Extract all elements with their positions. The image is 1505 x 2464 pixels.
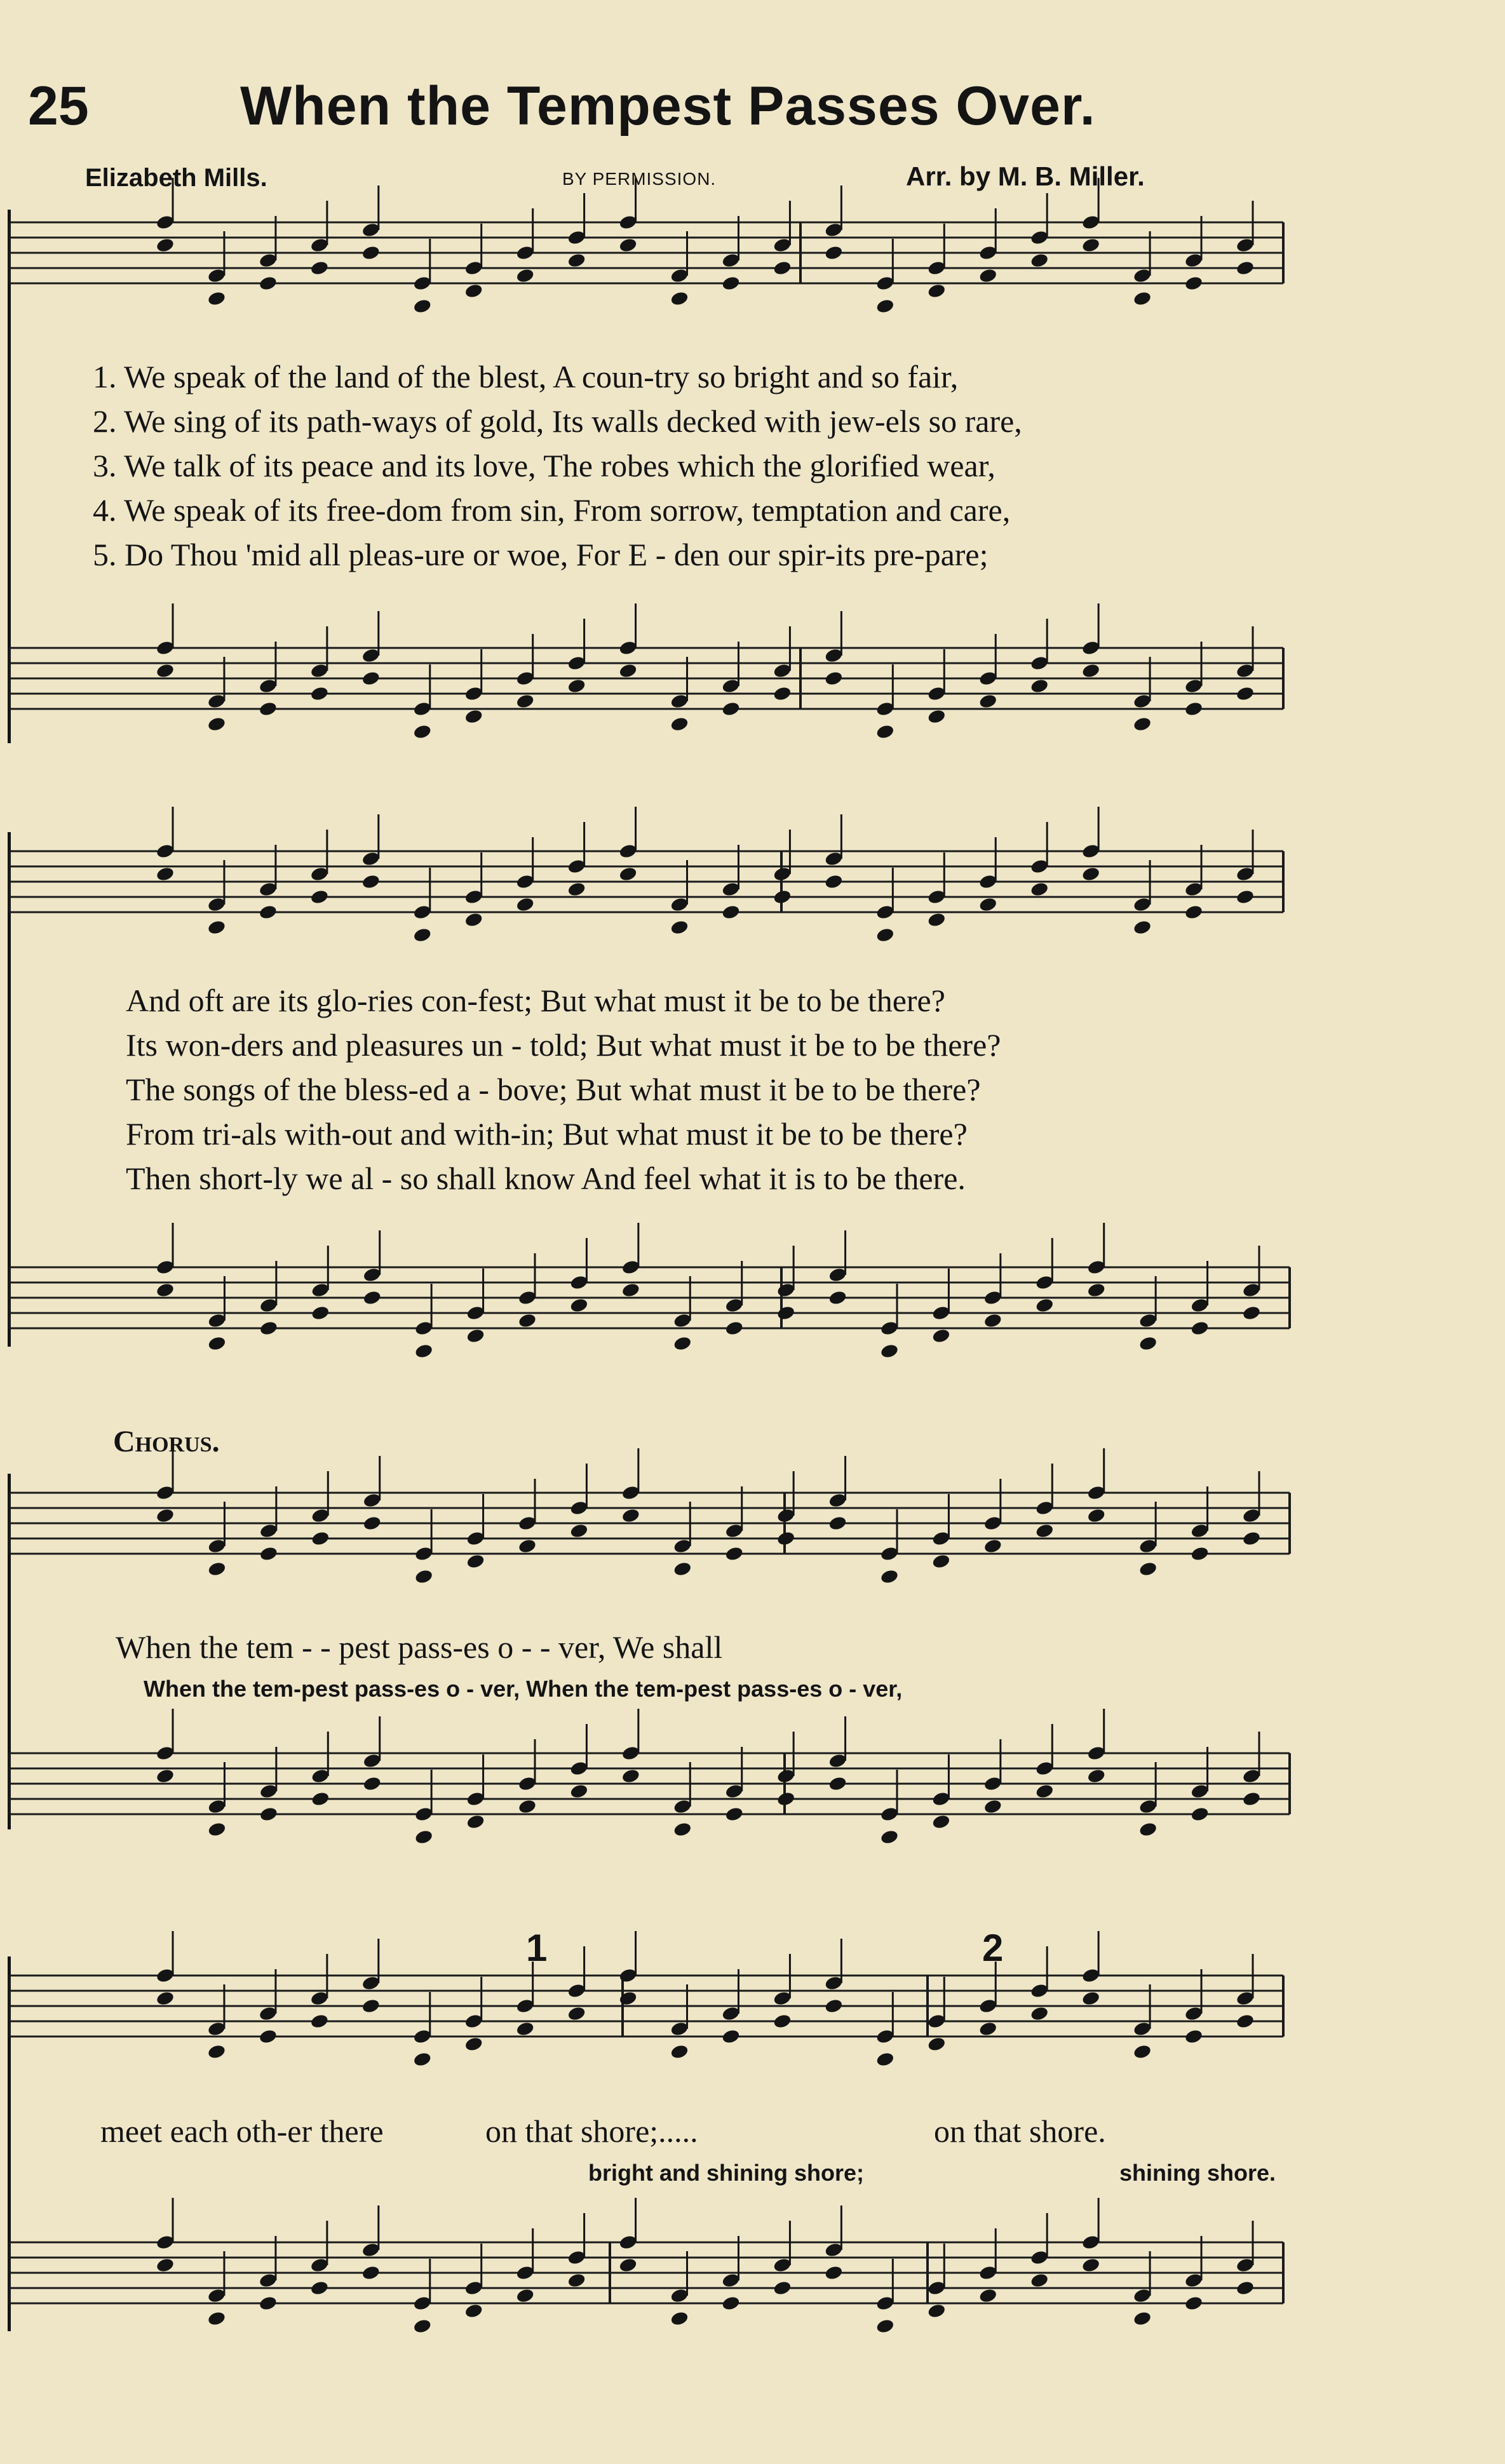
notehead	[618, 866, 638, 882]
chorus-label: Chorus.	[113, 1425, 220, 1458]
notehead	[824, 873, 844, 890]
notehead	[310, 2280, 330, 2296]
notehead	[1236, 889, 1255, 905]
notehead	[1138, 1335, 1158, 1352]
arranger-credit: Arr. by M. B. Miller.	[906, 161, 1145, 191]
notehead	[828, 1289, 847, 1306]
notehead	[259, 1545, 279, 1562]
notehead	[1081, 237, 1101, 253]
notehead	[1138, 1561, 1158, 1577]
chorus-line-1: When the tem - - pest pass-es o - - ver, We shall	[116, 1629, 723, 1665]
notehead	[362, 1775, 382, 1792]
notehead	[518, 1798, 537, 1815]
notehead	[621, 1282, 641, 1298]
notehead	[1030, 252, 1049, 269]
notehead	[1133, 290, 1152, 307]
notehead	[1133, 2043, 1152, 2060]
notehead	[824, 1998, 844, 2014]
chorus-line-2a: meet each oth-er there	[100, 2113, 384, 2149]
notehead	[618, 1990, 638, 2007]
notehead	[1086, 1507, 1106, 1524]
notehead	[412, 298, 432, 314]
notehead	[310, 889, 330, 905]
notehead	[875, 2051, 895, 2068]
verse-1-line-1: 1. We speak of the land of the blest, A coun-try so bright and so fair,	[93, 359, 959, 394]
notehead	[567, 2272, 586, 2289]
notehead	[621, 1768, 641, 1784]
notehead	[1030, 2005, 1049, 2022]
notehead	[931, 1328, 951, 1344]
notehead	[1236, 685, 1255, 702]
notehead	[466, 1328, 485, 1344]
notehead	[362, 1515, 382, 1532]
notehead	[414, 1829, 434, 1845]
music-staff-bass-3	[0, 1740, 1505, 1829]
notehead	[207, 290, 227, 307]
notehead	[1242, 1305, 1262, 1321]
music-staff-treble-1	[0, 210, 1505, 299]
notehead	[156, 1768, 175, 1784]
notehead	[670, 2310, 689, 2327]
notehead	[466, 1814, 485, 1830]
music-staff-bass-4	[0, 2230, 1505, 2319]
notehead	[1081, 663, 1101, 679]
notehead	[156, 1990, 175, 2007]
notehead	[773, 685, 792, 702]
notehead	[259, 904, 278, 920]
notehead	[207, 919, 227, 936]
notehead	[773, 2280, 792, 2296]
notehead	[880, 1829, 900, 1845]
notehead	[567, 881, 586, 898]
notehead	[983, 1538, 1003, 1554]
notehead	[515, 693, 535, 710]
notehead	[1133, 2310, 1152, 2327]
notehead	[310, 2013, 330, 2030]
notehead	[1133, 716, 1152, 732]
notehead	[880, 1568, 900, 1585]
notehead	[983, 1312, 1003, 1329]
notehead	[724, 1545, 744, 1562]
notehead	[414, 1568, 434, 1585]
notehead	[259, 275, 278, 292]
notehead	[1184, 2028, 1204, 2045]
verse-2-line-2: Its won-ders and pleasures un - told; But what must it be to be there?	[126, 1027, 1001, 1063]
notehead	[361, 873, 381, 890]
notehead	[1081, 1990, 1101, 2007]
notehead	[1086, 1282, 1106, 1298]
notehead	[724, 1806, 744, 1822]
hymn-title: When the Tempest Passes Over.	[240, 76, 1096, 137]
notehead	[673, 1821, 692, 1838]
verse-5-line-2: Then short-ly we al - so shall know And feel what it is to be there.	[126, 1161, 966, 1196]
second-ending-number: 2	[982, 1927, 1004, 1969]
notehead	[1138, 1821, 1158, 1838]
notehead	[776, 1530, 796, 1547]
notehead	[1190, 1545, 1210, 1562]
notehead	[361, 245, 381, 261]
notehead	[515, 896, 535, 913]
notehead	[618, 2257, 638, 2273]
notehead	[927, 2036, 947, 2052]
notehead	[1190, 1806, 1210, 1822]
notehead	[412, 2051, 432, 2068]
notehead	[567, 2005, 586, 2022]
notehead	[569, 1523, 589, 1539]
notehead	[978, 2021, 998, 2037]
notehead	[1242, 1791, 1262, 1807]
notehead	[1030, 678, 1049, 694]
notehead	[259, 701, 278, 717]
notehead	[1086, 1768, 1106, 1784]
notehead	[361, 2265, 381, 2281]
notehead	[824, 2265, 844, 2281]
first-ending-number: 1	[526, 1927, 548, 1969]
notehead	[978, 2287, 998, 2304]
notehead	[824, 670, 844, 687]
notehead	[361, 1998, 381, 2014]
notehead	[618, 237, 638, 253]
notehead	[156, 2257, 175, 2273]
notehead	[311, 1305, 330, 1321]
notehead	[1236, 260, 1255, 276]
notehead	[880, 1343, 900, 1359]
notehead	[1133, 919, 1152, 936]
notehead	[1184, 904, 1204, 920]
notehead	[569, 1783, 589, 1800]
notehead	[466, 1553, 485, 1570]
notehead	[1035, 1783, 1055, 1800]
notehead	[983, 1798, 1003, 1815]
notehead	[310, 685, 330, 702]
notehead	[207, 2310, 227, 2327]
notehead	[773, 889, 792, 905]
notehead	[1035, 1523, 1055, 1539]
notehead	[1184, 275, 1204, 292]
notehead	[515, 267, 535, 284]
notehead	[1081, 2257, 1101, 2273]
notehead	[1190, 1320, 1210, 1336]
notehead	[412, 724, 432, 740]
notehead	[875, 927, 895, 943]
notehead	[670, 290, 689, 307]
notehead	[1236, 2280, 1255, 2296]
verse-2-line-1: 2. We sing of its path-ways of gold, Its walls decked with jew-els so rare,	[93, 403, 1022, 439]
notehead	[673, 1561, 692, 1577]
verse-4-line-1: 4. We speak of its free-dom from sin, From sorrow, temptation and care,	[93, 492, 1011, 528]
music-staff-bass-1	[0, 635, 1505, 724]
notehead	[721, 2295, 741, 2312]
chorus-echo-2a: bright and shining shore;	[588, 2160, 864, 2186]
notehead	[875, 2318, 895, 2334]
notehead	[776, 1791, 796, 1807]
notehead	[773, 2013, 792, 2030]
notehead	[362, 1289, 382, 1306]
hymn-number: 25	[28, 76, 89, 137]
chorus-echo-2b: shining shore.	[1119, 2160, 1276, 2186]
verse-3-line-2: The songs of the bless-ed a - bove; But what must it be to be there?	[126, 1072, 981, 1107]
notehead	[414, 1343, 434, 1359]
notehead	[207, 2043, 227, 2060]
notehead	[931, 1553, 951, 1570]
notehead	[721, 701, 741, 717]
notehead	[721, 2028, 741, 2045]
notehead	[567, 252, 586, 269]
verse-3-line-1: 3. We talk of its peace and its love, The robes which the glorified wear,	[93, 448, 995, 483]
notehead	[412, 927, 432, 943]
verse-5-line-1: 5. Do Thou 'mid all pleas-ure or woe, For E - den our spir-its pre-pare;	[93, 537, 989, 572]
notehead	[464, 912, 483, 928]
notehead	[259, 1806, 279, 1822]
notehead	[721, 275, 741, 292]
notehead	[875, 724, 895, 740]
verse-1-line-2: And oft are its glo-ries con-fest; But what must it be to be there?	[126, 983, 945, 1018]
notehead	[361, 670, 381, 687]
notehead	[156, 1282, 175, 1298]
notehead	[464, 2036, 483, 2052]
notehead	[931, 1814, 951, 1830]
notehead	[259, 1320, 279, 1336]
music-staff-treble-2	[0, 838, 1505, 927]
notehead	[518, 1538, 537, 1554]
notehead	[978, 267, 998, 284]
notehead	[875, 298, 895, 314]
notehead	[927, 2303, 947, 2319]
notehead	[259, 2295, 278, 2312]
notehead	[156, 1507, 175, 1524]
notehead	[156, 866, 175, 882]
notehead	[569, 1297, 589, 1314]
notehead	[1030, 881, 1049, 898]
notehead	[207, 1335, 227, 1352]
notehead	[670, 919, 689, 936]
notehead	[1035, 1297, 1055, 1314]
notehead	[207, 716, 227, 732]
notehead	[207, 1561, 227, 1577]
chorus-echo-1: When the tem-pest pass-es o - ver, When the tem-pest pass-es o - ver,	[144, 1676, 903, 1702]
music-staff-treble-3	[0, 1480, 1505, 1569]
notehead	[515, 2021, 535, 2037]
notehead	[1030, 2272, 1049, 2289]
notehead	[721, 904, 741, 920]
notehead	[310, 260, 330, 276]
notehead	[621, 1507, 641, 1524]
notehead	[207, 1821, 227, 1838]
notehead	[776, 1305, 796, 1321]
notehead	[1081, 866, 1101, 882]
notehead	[567, 678, 586, 694]
notehead	[828, 1775, 847, 1792]
notehead	[515, 2287, 535, 2304]
chorus-line-2c: on that shore.	[934, 2113, 1106, 2149]
notehead	[311, 1530, 330, 1547]
notehead	[618, 663, 638, 679]
notehead	[518, 1312, 537, 1329]
notehead	[670, 2043, 689, 2060]
notehead	[670, 716, 689, 732]
notehead	[464, 2303, 483, 2319]
notehead	[828, 1515, 847, 1532]
notehead	[156, 663, 175, 679]
author-credit: Elizabeth Mills.	[85, 164, 267, 192]
chorus-line-2b: on that shore;.....	[485, 2113, 698, 2149]
verse-4-line-2: From tri-als with-out and with-in; But what must it be to be there?	[126, 1116, 968, 1152]
notehead	[464, 283, 483, 299]
music-staff-treble-4	[0, 1963, 1505, 2052]
notehead	[978, 693, 998, 710]
notehead	[464, 708, 483, 725]
notehead	[311, 1791, 330, 1807]
permission-note: BY PERMISSION.	[562, 169, 717, 189]
notehead	[412, 2318, 432, 2334]
notehead	[156, 237, 175, 253]
notehead	[1184, 2295, 1204, 2312]
notehead	[927, 283, 947, 299]
notehead	[724, 1320, 744, 1336]
notehead	[978, 896, 998, 913]
notehead	[773, 260, 792, 276]
notehead	[927, 708, 947, 725]
notehead	[259, 2028, 278, 2045]
notehead	[1242, 1530, 1262, 1547]
notehead	[824, 245, 844, 261]
music-staff-bass-2	[0, 1255, 1505, 1343]
notehead	[673, 1335, 692, 1352]
notehead	[1236, 2013, 1255, 2030]
notehead	[927, 912, 947, 928]
notehead	[1184, 701, 1204, 717]
